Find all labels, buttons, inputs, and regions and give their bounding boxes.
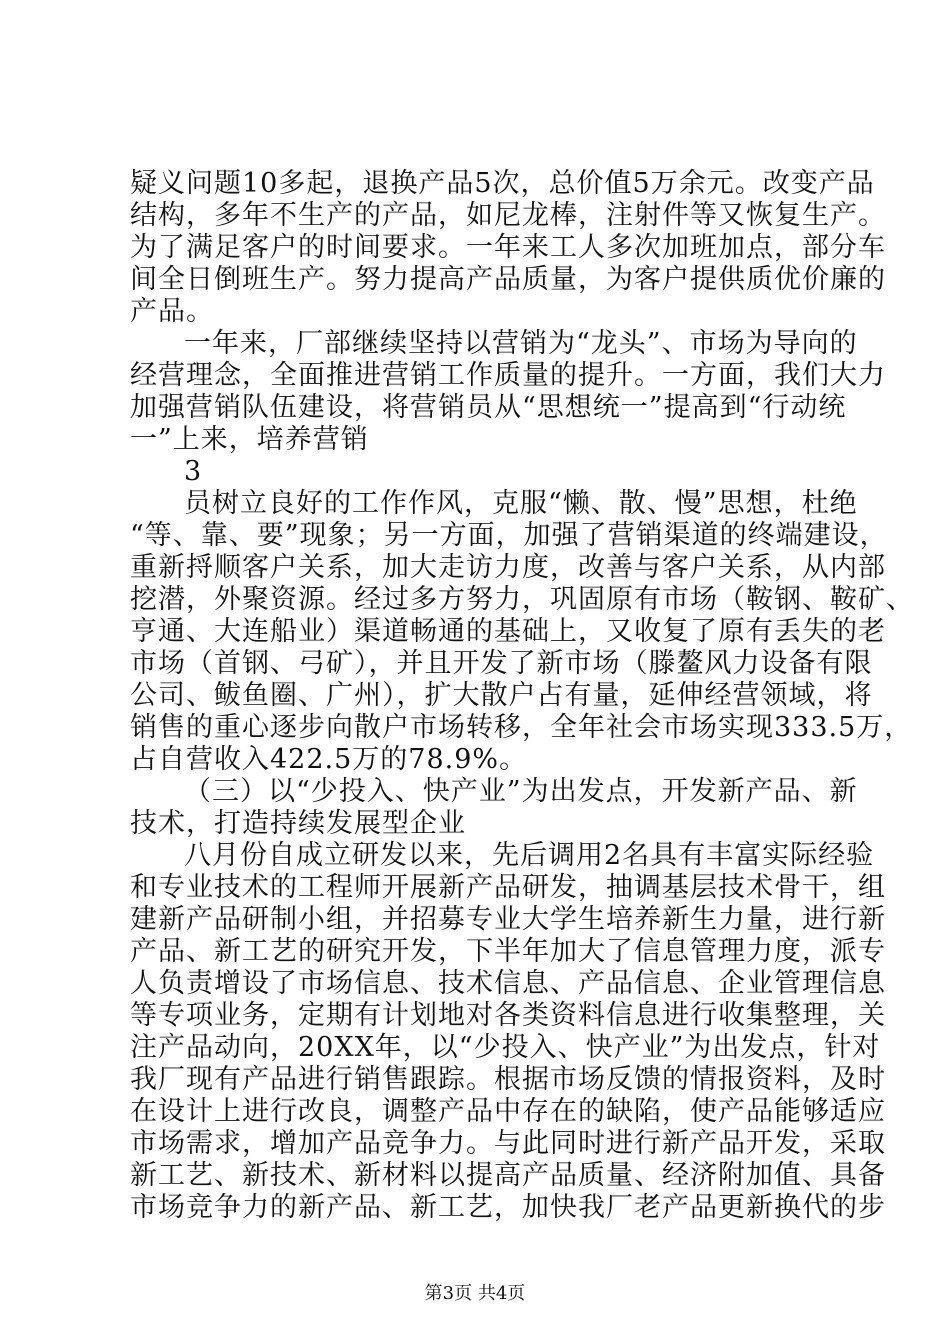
text-line: 结构，多年不生产的产品，如尼龙棒，注射件等又恢复生产。 xyxy=(130,200,886,231)
text-line: 产品、新工艺的研究开发，下半年加大了信息管理力度，派专 xyxy=(130,936,886,967)
text-line: 注产品动向，20XX年，以“少投入、快产业”为出发点，针对 xyxy=(130,1032,881,1063)
text-line: 加强营销队伍建设，将营销员从“思想统一”提高到“行动统 xyxy=(130,392,847,423)
text-line: 一年来，厂部继续坚持以营销为“龙头”、市场为导向的 xyxy=(184,328,858,359)
text-line: 建新产品研制小组，并招募专业大学生培养新生力量，进行新 xyxy=(130,904,886,935)
text-line: 市场（首钢、弓矿），并且开发了新市场（滕鳌风力设备有限 xyxy=(130,648,873,679)
text-line: 挖潜，外聚资源。经过多方努力，巩固原有市场（鞍钢、鞍矿、 xyxy=(130,584,914,615)
text-line: 疑义问题10多起，退换产品5次，总价值5万余元。改变产品 xyxy=(130,168,875,199)
text-line: 员树立良好的工作作风，克服“懒、散、慢”思想，杜绝 xyxy=(184,488,858,519)
text-line: 和专业技术的工程师开展新产品研发，抽调基层技术骨干，组 xyxy=(130,872,886,903)
text-line: 占自营收入422.5万的78.9%。 xyxy=(130,744,528,775)
text-line: 新工艺、新技术、新材料以提高产品质量、经济附加值、具备 xyxy=(130,1160,886,1191)
text-line: 经营理念，全面推进营销工作质量的提升。一方面，我们大力 xyxy=(130,360,886,391)
text-line: 等专项业务，定期有计划地对各类资料信息进行收集整理，关 xyxy=(130,1000,886,1031)
text-line: 销售的重心逐步向散户市场转移，全年社会市场实现333.5万， xyxy=(130,712,913,743)
text-line: （三）以“少投入、快产业”为出发点，开发新产品、新 xyxy=(184,776,858,807)
text-line: 市场需求，增加产品竞争力。与此同时进行新产品开发，采取 xyxy=(130,1128,886,1159)
page-number-footer: 第3页 共4页 xyxy=(424,1283,526,1304)
text-line: 人负责增设了市场信息、技术信息、产品信息、企业管理信息 xyxy=(130,968,886,999)
text-line: 八月份自成立研发以来，先后调用2名具有丰富实际经验 xyxy=(184,840,875,871)
document-body xyxy=(130,168,914,1224)
text-line: 产品。 xyxy=(130,296,214,327)
text-line: 亨通、大连船业）渠道畅通的基础上，又收复了原有丢失的老 xyxy=(130,616,886,647)
text-line: 为了满足客户的时间要求。一年来工人多次加班加点，部分车 xyxy=(130,232,886,263)
text-line: 公司、鲅鱼圈、广州），扩大散户占有量，延伸经营领域，将 xyxy=(130,680,873,711)
text-line: 技术，打造持续发展型企业 xyxy=(130,808,466,839)
text-line: 3 xyxy=(184,456,203,487)
text-line: 市场竞争力的新产品、新工艺，加快我厂老产品更新换代的步 xyxy=(130,1192,886,1223)
text-line: “等、靠、要”现象；另一方面，加强了营销渠道的终端建设， xyxy=(130,520,888,551)
text-line: 间全日倒班生产。努力提高产品质量，为客户提供质优价廉的 xyxy=(130,264,886,295)
text-line: 我厂现有产品进行销售跟踪。根据市场反馈的情报资料，及时 xyxy=(130,1064,886,1095)
text-line: 在设计上进行改良，调整产品中存在的缺陷，使产品能够适应 xyxy=(130,1096,886,1127)
text-line: 重新捋顺客户关系，加大走访力度，改善与客户关系，从内部 xyxy=(130,552,886,583)
text-line: 一”上来，培养营销 xyxy=(130,424,369,455)
